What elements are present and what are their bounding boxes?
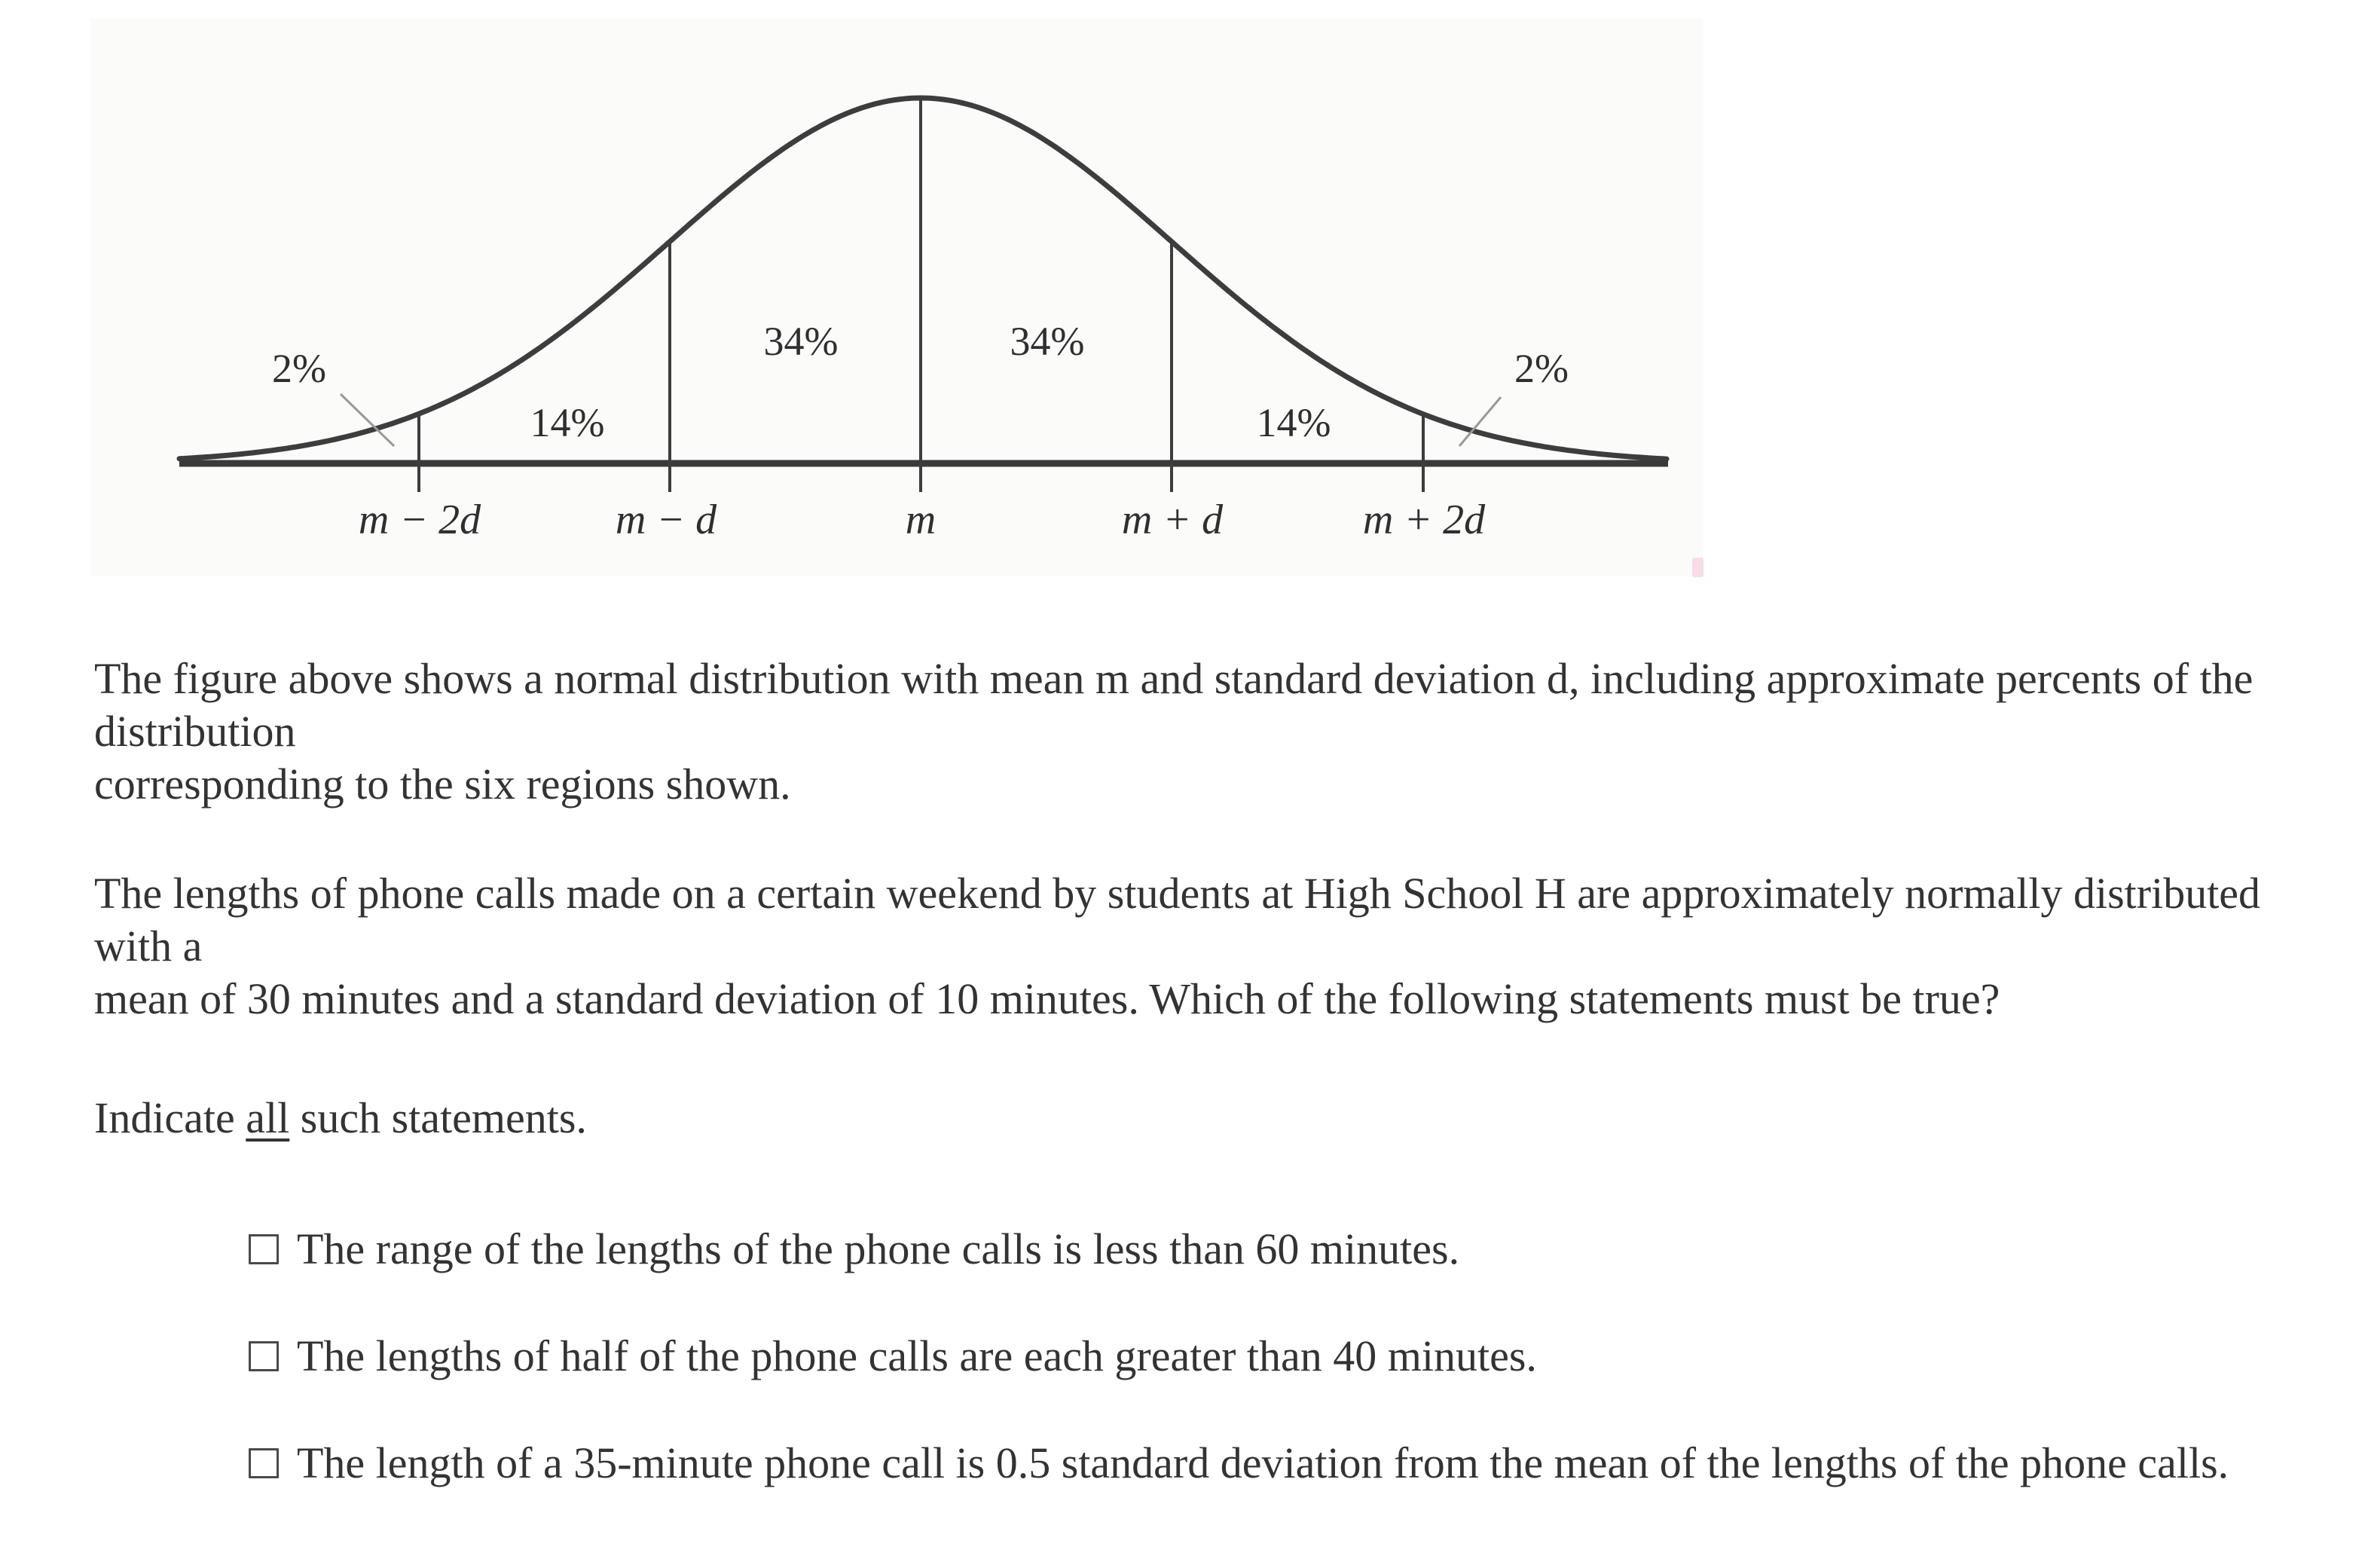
question-paragraph: [94, 867, 2275, 1025]
question-text: [94, 653, 2275, 1145]
figure-description-paragraph: [94, 653, 2275, 811]
paragraph-line: corresponding to the six regions shown.: [94, 760, 791, 808]
axis-label-m: m: [905, 497, 937, 543]
indicate-instruction: [94, 1092, 2275, 1145]
paragraph-line: The lengths of phone calls made on a certain weekend by students at High School H are approximately normally distributed with a: [94, 869, 2261, 970]
answer-choices: [249, 1223, 2229, 1544]
region-label-34pct-left: 34%: [763, 319, 839, 364]
axis-label-m-plus-2d: m + 2d: [1362, 497, 1486, 543]
region-label-2pct-left: 2%: [272, 346, 326, 391]
region-label-34pct-right: 34%: [1010, 319, 1085, 364]
choice-row: [249, 1330, 2229, 1383]
choice-label: The lengths of half of the phone calls are each greater than 40 minutes.: [297, 1331, 1537, 1380]
axis-label-m-minus-2d: m − 2d: [358, 497, 481, 543]
choice-checkbox-1[interactable]: [249, 1234, 279, 1264]
region-label-14pct-left: 14%: [530, 400, 605, 445]
region-label-14pct-right: 14%: [1256, 400, 1331, 445]
indicate-all-underlined: all: [246, 1093, 290, 1142]
paragraph-line: mean of 30 minutes and a standard deviation of 10 minutes. Which of the following statements must be true?: [94, 974, 2000, 1023]
choice-label: The range of the lengths of the phone calls is less than 60 minutes.: [297, 1224, 1460, 1273]
axis-label-m-minus-d: m − d: [615, 497, 717, 543]
choice-row: [249, 1223, 2229, 1276]
indicate-suffix: such statements.: [289, 1093, 587, 1142]
paragraph-line: The figure above shows a normal distribution with mean m and standard deviation d, including approximate percents of the distribution: [94, 654, 2253, 756]
region-label-2pct-right: 2%: [1514, 346, 1569, 391]
normal-distribution-svg: [90, 18, 1703, 576]
scan-artifact: [1692, 558, 1703, 577]
indicate-prefix: Indicate: [94, 1093, 246, 1142]
normal-distribution-figure: [90, 18, 1703, 576]
axis-label-m-plus-d: m + d: [1121, 497, 1224, 543]
choice-label: The length of a 35-minute phone call is 0.5 standard deviation from the mean of the lengths of the phone calls.: [297, 1438, 2229, 1487]
choice-row: [249, 1437, 2229, 1490]
normal-curve: [179, 98, 1667, 459]
choice-checkbox-3[interactable]: [249, 1448, 279, 1478]
choice-checkbox-2[interactable]: [249, 1341, 279, 1371]
